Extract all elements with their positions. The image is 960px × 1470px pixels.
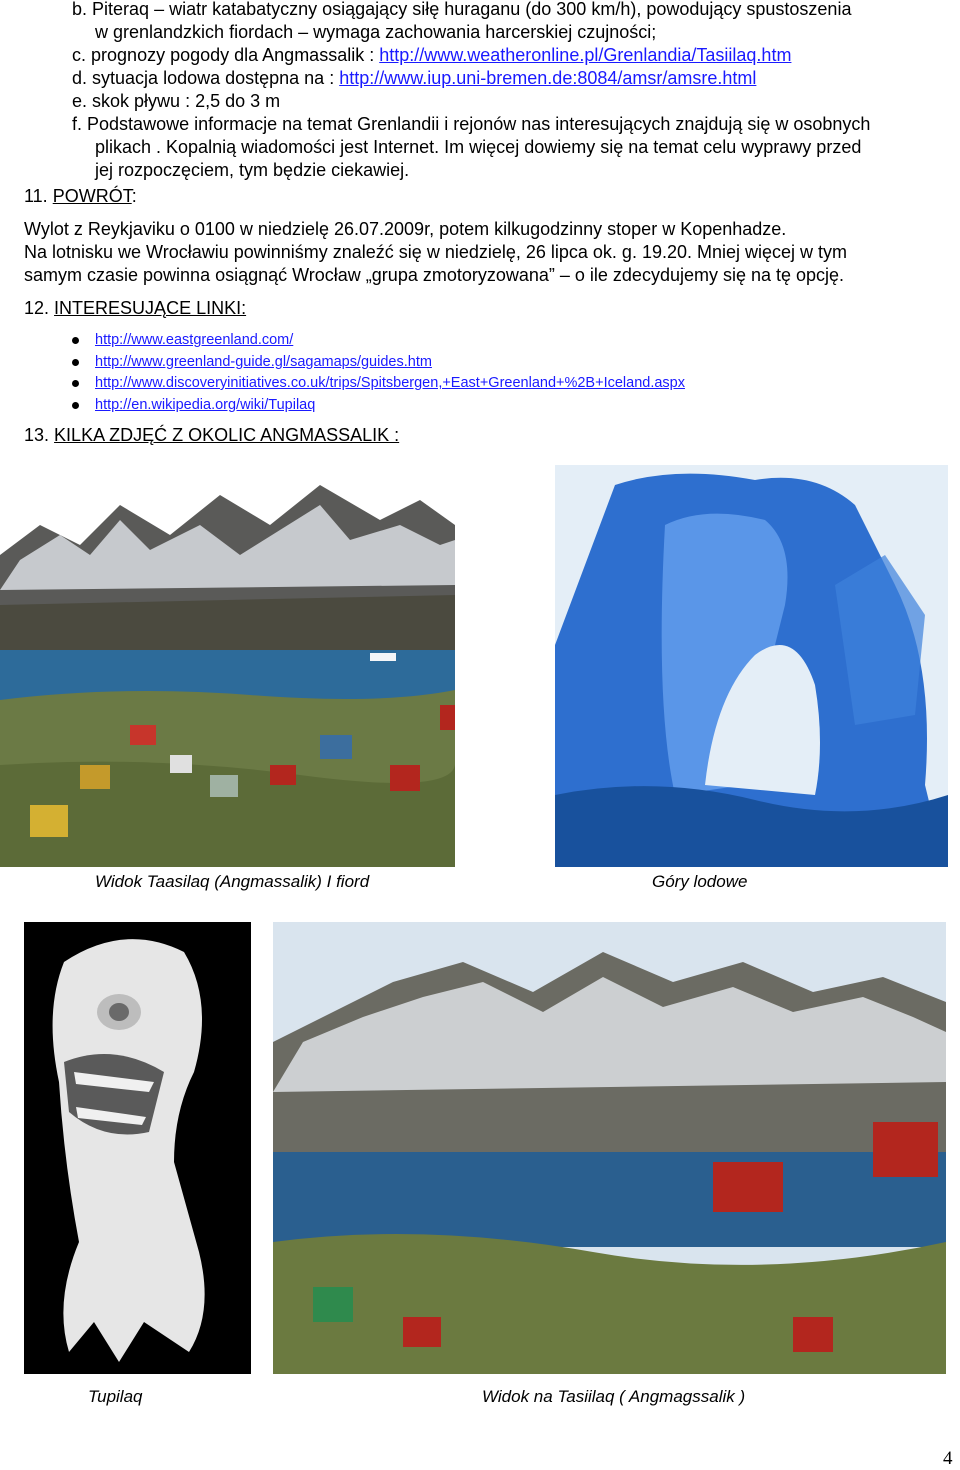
- section-11-heading: [24, 185, 137, 208]
- item-e-text: skok pływu : 2,5 do 3 m: [92, 91, 281, 111]
- link-discoveryinitiatives[interactable]: http://www.discoveryinitiatives.co.uk/trips/Spitsbergen,+East+Greenland+%2B+Iceland.aspx: [95, 375, 685, 391]
- item-e: [72, 90, 280, 113]
- list-item: [72, 330, 685, 352]
- section-title: KILKA ZDJĘĆ Z OKOLIC ANGMASSALIK :: [54, 425, 400, 445]
- item-marker: c.: [72, 45, 87, 65]
- item-c-text: prognozy pogody dla Angmassalik :: [91, 45, 380, 65]
- ice-map-link[interactable]: http://www.iup.uni-bremen.de:8084/amsr/amsre.html: [339, 68, 757, 88]
- item-f: [72, 113, 870, 136]
- photo-tasiilaq-fjord: [0, 465, 455, 867]
- section-number: 13.: [24, 425, 50, 445]
- caption-photo4: Widok na Tasiilaq ( Angmagssalik ): [482, 1387, 746, 1406]
- link-eastgreenland[interactable]: http://www.eastgreenland.com/: [95, 332, 294, 348]
- photo-tupilaq: [24, 922, 251, 1374]
- page-number: 4: [943, 1448, 953, 1469]
- section-title: INTERESUJĄCE LINKI:: [54, 298, 247, 318]
- item-marker: d.: [72, 68, 88, 88]
- caption-photo1: Widok Taasilaq (Angmassalik) I fiord: [95, 872, 370, 891]
- item-f-text-line1: Podstawowe informacje na temat Grenlandii i rejonów nas interesujących znajdują się w osobnych: [87, 114, 871, 134]
- item-marker: f.: [72, 114, 83, 134]
- item-b: [72, 0, 851, 21]
- section-12-heading: [24, 297, 246, 320]
- item-d-text: sytuacja lodowa dostępna na :: [92, 68, 340, 88]
- item-marker: b.: [72, 0, 88, 19]
- links-list: [72, 330, 685, 416]
- section-colon: :: [131, 186, 137, 206]
- section-number: 12.: [24, 298, 50, 318]
- item-f-text-line2: plikach . Kopalnią wiadomości jest Internet. Im więcej dowiemy się na temat celu wyprawy przed: [95, 137, 862, 157]
- list-item: [72, 395, 685, 417]
- item-b-text-line2: w grenlandzkich fiordach – wymaga zachowania harcerskiej czujności;: [95, 22, 657, 42]
- section-number: 11.: [24, 186, 48, 206]
- list-item: [72, 373, 685, 395]
- weather-link[interactable]: http://www.weatheronline.pl/Grenlandia/Tasiilaq.htm: [379, 45, 792, 65]
- item-b-text-line1: Piteraq – wiatr katabatyczny osiągający siłę huraganu (do 300 km/h), powodujący spustoszenia: [92, 0, 852, 19]
- caption-photo3: Tupilaq: [88, 1387, 143, 1406]
- item-c: [72, 44, 791, 67]
- section-13-heading: [24, 424, 399, 447]
- link-greenland-guide[interactable]: http://www.greenland-guide.gl/sagamaps/guides.htm: [95, 353, 432, 370]
- item-f-text-line3: jej rozpoczęciem, tym będzie ciekawiej.: [95, 160, 410, 180]
- item-marker: e.: [72, 91, 88, 111]
- return-line2: Na lotnisku we Wrocławiu powinniśmy znaleźć się w niedzielę, 26 lipca ok. g. 19.20. Mniej więcej w tym: [24, 242, 848, 262]
- return-line1: Wylot z Reykjaviku o 0100 w niedzielę 26.07.2009r, potem kilkugodzinny stoper w Kopenhadze.: [24, 219, 787, 239]
- section-title: POWRÓT: [52, 186, 132, 206]
- caption-photo2: Góry lodowe: [652, 872, 748, 891]
- link-wikipedia-tupilaq[interactable]: http://en.wikipedia.org/wiki/Tupilaq: [95, 396, 316, 413]
- list-item: [72, 352, 685, 374]
- item-d: [72, 67, 756, 90]
- photo-icebergs: [555, 465, 948, 867]
- photo-tasiilaq-view: [273, 922, 946, 1374]
- return-line3: samym czasie powinna osiągnąć Wrocław „grupa zmotoryzowana” – o ile zdecydujemy się na tę opcję.: [24, 265, 845, 285]
